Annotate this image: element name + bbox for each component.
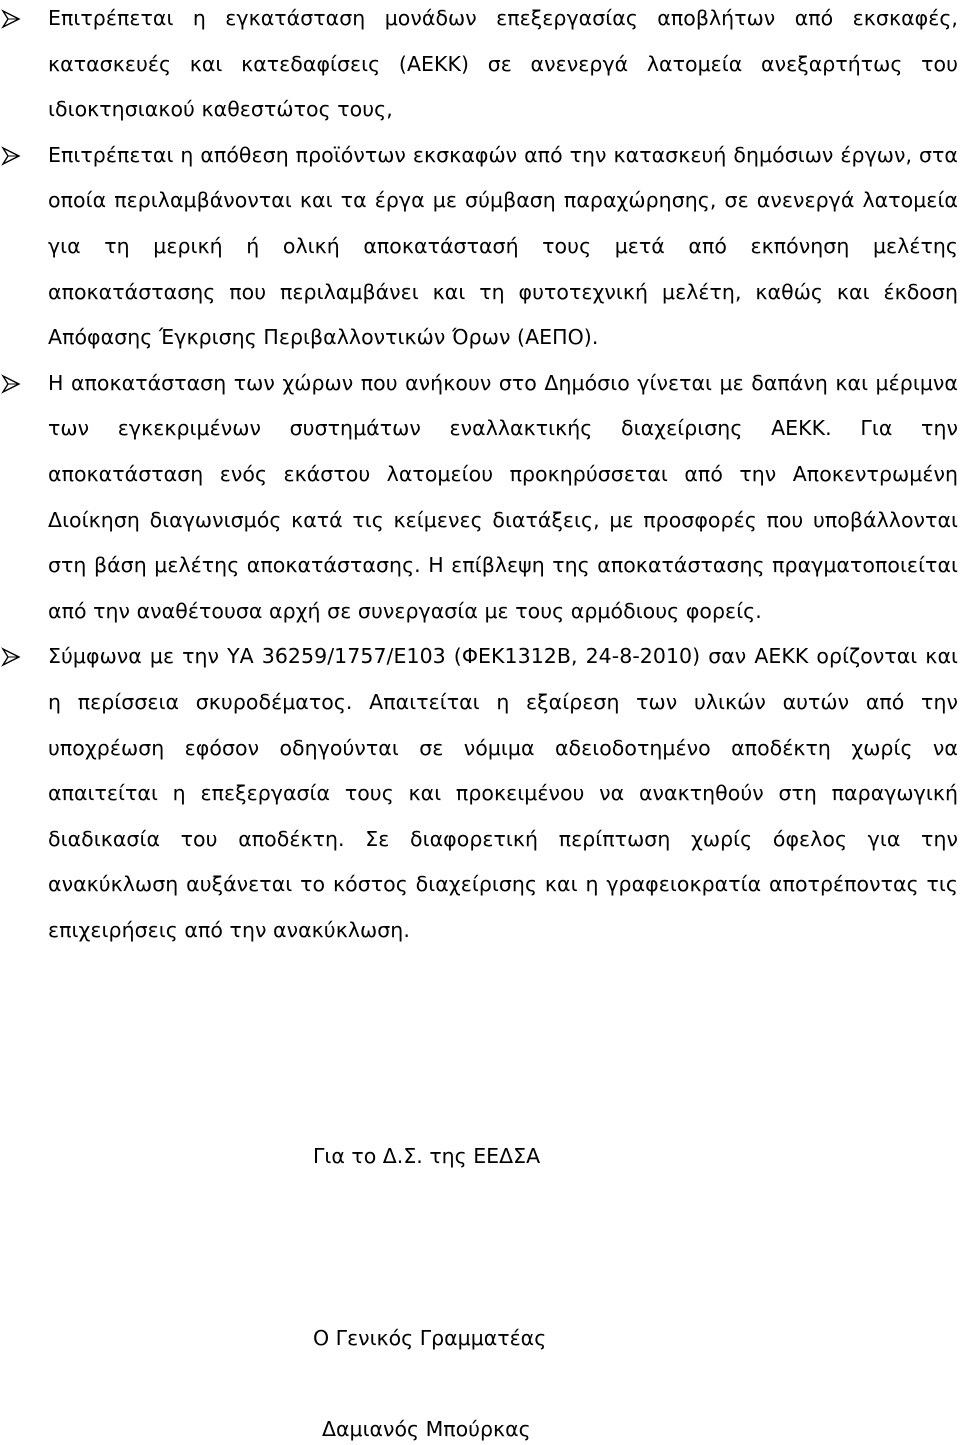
bullet-item — [0, 634, 960, 953]
arrowhead-bullet-icon — [1, 146, 21, 166]
bullet-text: Η αποκατάσταση των χώρων που ανήκουν στο Δημόσιο γίνεται με δαπάνη και μέριμνα των εγκεκριμένων συστημάτων εναλλακτικής διαχείρισης ΑΕΚΚ. Για την αποκατάσταση ενός εκάστου λατομείου προκηρύσσεται από την Αποκεντρωμένη Διοίκηση διαγωνισμός κατά τις κείμενες διατάξεις, με προσφορές που υποβάλλονται στη βάση μελέτης αποκατάστασης. Η επίβλεψη της αποκατάστασης πραγματοποιείται από την αναθέτουσα αρχή σε συνεργασία με τους αρμόδιους φορείς. — [48, 370, 958, 623]
bullet-text: Επιτρέπεται η εγκατάσταση μονάδων επεξεργασίας αποβλήτων από εκσκαφές, κατασκευές και κατεδαφίσεις (ΑΕΚΚ) σε ανενεργά λατομεία ανεξαρτήτως του ιδιοκτησιακού καθεστώτος τους, — [48, 6, 958, 122]
arrowhead-bullet-icon — [1, 374, 21, 394]
bullet-text: Επιτρέπεται η απόθεση προϊόντων εκσκαφών από την κατασκευή δημόσιων έργων, στα οποία περιλαμβάνονται και τα έργα με σύμβαση παραχώρησης, σε ανενεργά λατομεία για τη μερική ή ολική αποκατάστασή τους μετά από εκπόνηση μελέτης αποκατάστασης που περιλαμβάνει και τη φυτοτεχνική μελέτη, καθώς και έκδοση Απόφασης Έγκρισης Περιβαλλοντικών Όρων (ΑΕΠΟ). — [48, 142, 958, 350]
arrowhead-bullet-icon — [1, 647, 21, 667]
bullet-item — [0, 133, 960, 361]
bullet-text: Σύμφωνα με την ΥΑ 36259/1757/Ε103 (ΦΕΚ1312Β, 24-8-2010) σαν ΑΕΚΚ ορίζονται και η περίσσεια σκυροδέματος. Απαιτείται η εξαίρεση των υλικών αυτών από την υποχρέωση εφόσον οδηγούνται σε νόμιμα αδειοδοτημένο αποδέκτη χωρίς να απαιτείται η επεξεργασία τους και προκειμένου να ανακτηθούν στη παραγωγική διαδικασία του αποδέκτη. Σε διαφορετική περίπτωση χωρίς όφελος για την ανακύκλωση αυξάνεται το κόστος διαχείρισης και η γραφειοκρατία αποτρέποντας τις επιχειρήσεις από την ανακύκλωση. — [48, 644, 958, 942]
signature-on-behalf: Για το Δ.Σ. της ΕΕΔΣΑ — [313, 1144, 541, 1168]
signature-name: Δαμιανός Μπούρκας — [322, 1417, 531, 1441]
bullet-item — [0, 361, 960, 635]
signature-title: Ο Γενικός Γραμματέας — [313, 1326, 547, 1350]
arrowhead-bullet-icon — [1, 9, 21, 29]
bullet-item — [0, 0, 960, 133]
